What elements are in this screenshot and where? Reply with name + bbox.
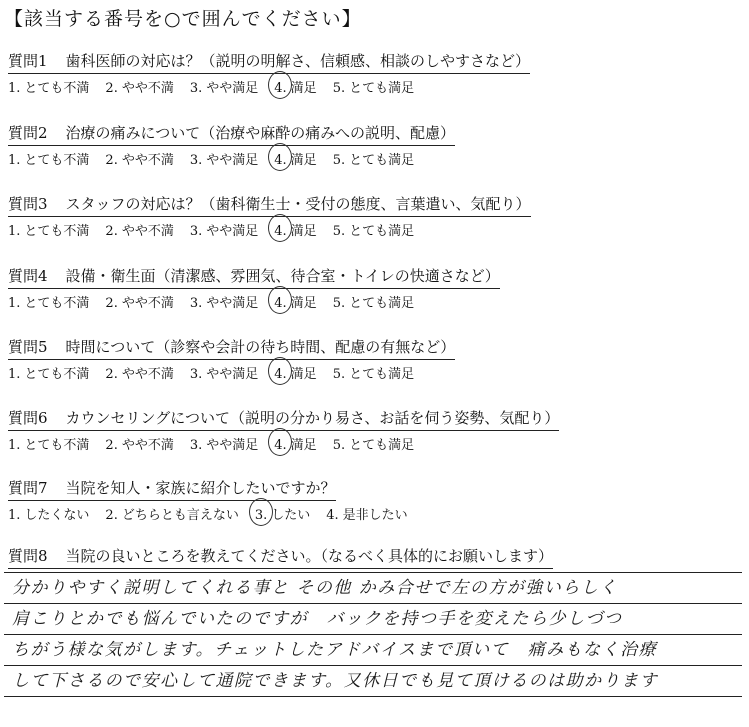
option-number: 3. bbox=[189, 367, 203, 382]
answer-option-3[interactable] bbox=[190, 220, 258, 239]
option-number: 5. bbox=[332, 367, 346, 382]
option-number: 3. bbox=[189, 438, 203, 453]
answer-option-4[interactable] bbox=[274, 149, 316, 168]
option-number: 1. bbox=[8, 367, 21, 382]
answer-option-2[interactable] bbox=[105, 363, 173, 382]
option-number: 5. bbox=[332, 438, 346, 453]
option-label: したくない bbox=[24, 508, 90, 523]
answer-options bbox=[8, 434, 743, 453]
answer-option-4[interactable] bbox=[274, 292, 316, 311]
option-label: やや満足 bbox=[206, 153, 259, 168]
option-label: 満足 bbox=[290, 367, 317, 382]
option-number: 3. bbox=[189, 81, 203, 96]
option-number: 2. bbox=[105, 367, 118, 382]
option-number: 4. bbox=[274, 224, 287, 239]
option-number: 4. bbox=[274, 367, 287, 382]
option-label: とても不満 bbox=[24, 81, 90, 96]
handwritten-answer bbox=[4, 572, 742, 697]
answer-option-4[interactable] bbox=[274, 77, 316, 96]
question-prompt bbox=[8, 407, 559, 431]
question-text: カウンセリングについて（説明の分かり易さ、お話を伺う姿勢、気配り） bbox=[65, 409, 560, 427]
option-label: やや不満 bbox=[121, 81, 174, 96]
option-label: やや満足 bbox=[206, 438, 259, 453]
handwritten-line: 肩こりとかでも悩んでいたのですが バックを持つ手を変えたら少しづつ bbox=[4, 604, 742, 635]
question-text: 時間について（診察や会計の待ち時間、配慮の有無など） bbox=[65, 338, 456, 356]
option-label: やや不満 bbox=[121, 153, 174, 168]
question-1 bbox=[8, 50, 743, 96]
question-number: 質問3 bbox=[8, 195, 48, 213]
answer-options bbox=[8, 292, 743, 311]
answer-option-2[interactable] bbox=[105, 77, 173, 96]
answer-option-1[interactable] bbox=[8, 77, 89, 96]
option-label: やや不満 bbox=[121, 224, 174, 239]
question-number: 質問7 bbox=[8, 479, 48, 497]
question-6 bbox=[8, 407, 743, 453]
question-text: 当院の良いところを教えてください。（なるべく具体的にお願いします） bbox=[65, 547, 554, 565]
option-label: とても満足 bbox=[349, 367, 415, 382]
option-label: したい bbox=[271, 508, 311, 523]
answer-options bbox=[8, 77, 743, 96]
answer-option-1[interactable] bbox=[8, 504, 89, 523]
question-text: 設備・衛生面（清潔感、雰囲気、待合室・トイレの快適さなど） bbox=[65, 267, 500, 285]
option-number: 1. bbox=[8, 296, 21, 311]
answer-option-5[interactable] bbox=[333, 292, 414, 311]
question-prompt bbox=[8, 265, 500, 289]
option-number: 4. bbox=[274, 438, 287, 453]
answer-option-4[interactable] bbox=[326, 504, 407, 523]
question-number: 質問4 bbox=[8, 267, 48, 285]
option-label: とても不満 bbox=[24, 224, 90, 239]
question-number: 質問8 bbox=[8, 547, 48, 565]
option-number: 4. bbox=[326, 508, 339, 523]
option-label: とても満足 bbox=[349, 438, 415, 453]
option-number: 5. bbox=[332, 81, 346, 96]
handwritten-line: ちがう様な気がします。チェットしたアドバイスまで頂いて 痛みもなく治療 bbox=[4, 635, 742, 666]
instruction-header: 【該当する番号を○で囲んでください】 bbox=[4, 8, 362, 30]
answer-option-4[interactable] bbox=[274, 434, 316, 453]
answer-option-3[interactable] bbox=[190, 149, 258, 168]
option-label: やや不満 bbox=[121, 367, 174, 382]
answer-option-1[interactable] bbox=[8, 292, 89, 311]
option-label: とても不満 bbox=[24, 367, 90, 382]
answer-option-3[interactable] bbox=[190, 363, 258, 382]
option-number: 4. bbox=[274, 81, 287, 96]
option-label: 満足 bbox=[290, 81, 317, 96]
option-label: どちらとも言えない bbox=[121, 508, 239, 523]
answer-option-3[interactable] bbox=[190, 292, 258, 311]
answer-option-5[interactable] bbox=[333, 434, 414, 453]
question-number: 質問1 bbox=[8, 52, 48, 70]
question-number: 質問2 bbox=[8, 124, 48, 142]
question-number: 質問5 bbox=[8, 338, 48, 356]
answer-options bbox=[8, 220, 743, 239]
option-label: 満足 bbox=[290, 438, 317, 453]
question-text: 歯科医師の対応は？（説明の明解さ、信頼感、相談のしやすさなど） bbox=[65, 52, 530, 70]
option-number: 2. bbox=[105, 153, 118, 168]
option-label: とても不満 bbox=[24, 296, 90, 311]
option-label: やや不満 bbox=[121, 296, 174, 311]
option-label: やや満足 bbox=[206, 367, 259, 382]
option-label: とても満足 bbox=[349, 81, 415, 96]
question-4 bbox=[8, 265, 743, 311]
question-text: 治療の痛みについて（治療や麻酔の痛みへの説明、配慮） bbox=[65, 124, 455, 142]
answer-option-2[interactable] bbox=[105, 434, 173, 453]
option-number: 2. bbox=[105, 438, 118, 453]
question-8-prompt bbox=[8, 545, 553, 569]
option-number: 5. bbox=[332, 296, 346, 311]
option-number: 3. bbox=[189, 153, 203, 168]
answer-option-2[interactable] bbox=[105, 149, 173, 168]
answer-option-1[interactable] bbox=[8, 363, 89, 382]
answer-option-1[interactable] bbox=[8, 149, 89, 168]
question-8 bbox=[8, 545, 743, 569]
option-label: 是非したい bbox=[342, 508, 408, 523]
answer-option-4[interactable] bbox=[274, 220, 316, 239]
answer-options bbox=[8, 149, 743, 168]
question-text: 当院を知人・家族に紹介したいですか？ bbox=[65, 479, 336, 497]
answer-option-1[interactable] bbox=[8, 220, 89, 239]
option-label: 満足 bbox=[290, 296, 317, 311]
option-number: 1. bbox=[8, 508, 21, 523]
question-7 bbox=[8, 477, 743, 523]
option-number: 5. bbox=[332, 153, 346, 168]
option-label: やや不満 bbox=[121, 438, 174, 453]
option-number: 2. bbox=[105, 81, 118, 96]
question-text: スタッフの対応は？（歯科衛生士・受付の態度、言葉遣い、気配り） bbox=[65, 195, 531, 213]
question-prompt bbox=[8, 477, 336, 501]
option-number: 2. bbox=[105, 296, 118, 311]
option-number: 2. bbox=[105, 508, 118, 523]
question-prompt bbox=[8, 122, 455, 146]
question-prompt bbox=[8, 193, 531, 217]
answer-option-2[interactable] bbox=[105, 292, 173, 311]
option-number: 1. bbox=[8, 224, 21, 239]
option-label: 満足 bbox=[290, 153, 317, 168]
handwritten-line: 分かりやすく説明してくれる事と その他 かみ合せで左の方が強いらしく bbox=[4, 572, 742, 604]
answer-option-3[interactable] bbox=[190, 434, 258, 453]
answer-options bbox=[8, 363, 743, 382]
answer-option-4[interactable] bbox=[274, 363, 316, 382]
question-prompt bbox=[8, 336, 455, 360]
answer-option-2[interactable] bbox=[105, 220, 173, 239]
option-number: 4. bbox=[274, 153, 287, 168]
option-number: 1. bbox=[8, 153, 21, 168]
option-label: とても不満 bbox=[24, 438, 90, 453]
option-number: 3. bbox=[189, 296, 203, 311]
answer-option-5[interactable] bbox=[333, 363, 414, 382]
option-label: とても不満 bbox=[24, 153, 90, 168]
question-prompt bbox=[8, 50, 530, 74]
handwritten-line: して下さるので安心して通院できます。又休日でも見て頂けるのは助かります bbox=[4, 666, 742, 697]
option-number: 2. bbox=[105, 224, 118, 239]
option-number: 4. bbox=[274, 296, 287, 311]
question-3 bbox=[8, 193, 743, 239]
answer-option-5[interactable] bbox=[333, 77, 414, 96]
answer-option-3[interactable] bbox=[190, 77, 258, 96]
answer-option-1[interactable] bbox=[8, 434, 89, 453]
option-label: やや満足 bbox=[206, 224, 259, 239]
option-label: とても満足 bbox=[349, 296, 415, 311]
option-label: とても満足 bbox=[349, 153, 415, 168]
question-2 bbox=[8, 122, 743, 168]
answer-option-5[interactable] bbox=[333, 149, 414, 168]
option-number: 5. bbox=[332, 224, 346, 239]
answer-options bbox=[8, 504, 743, 523]
option-label: やや満足 bbox=[206, 296, 259, 311]
option-label: やや満足 bbox=[206, 81, 259, 96]
option-number: 1. bbox=[8, 81, 21, 96]
option-number: 1. bbox=[8, 438, 21, 453]
option-number: 3. bbox=[254, 508, 268, 523]
option-number: 3. bbox=[189, 224, 203, 239]
answer-option-5[interactable] bbox=[333, 220, 414, 239]
answer-option-3[interactable] bbox=[255, 504, 310, 523]
answer-option-2[interactable] bbox=[105, 504, 238, 523]
option-label: 満足 bbox=[290, 224, 317, 239]
question-number: 質問6 bbox=[8, 409, 48, 427]
option-label: とても満足 bbox=[349, 224, 415, 239]
question-5 bbox=[8, 336, 743, 382]
